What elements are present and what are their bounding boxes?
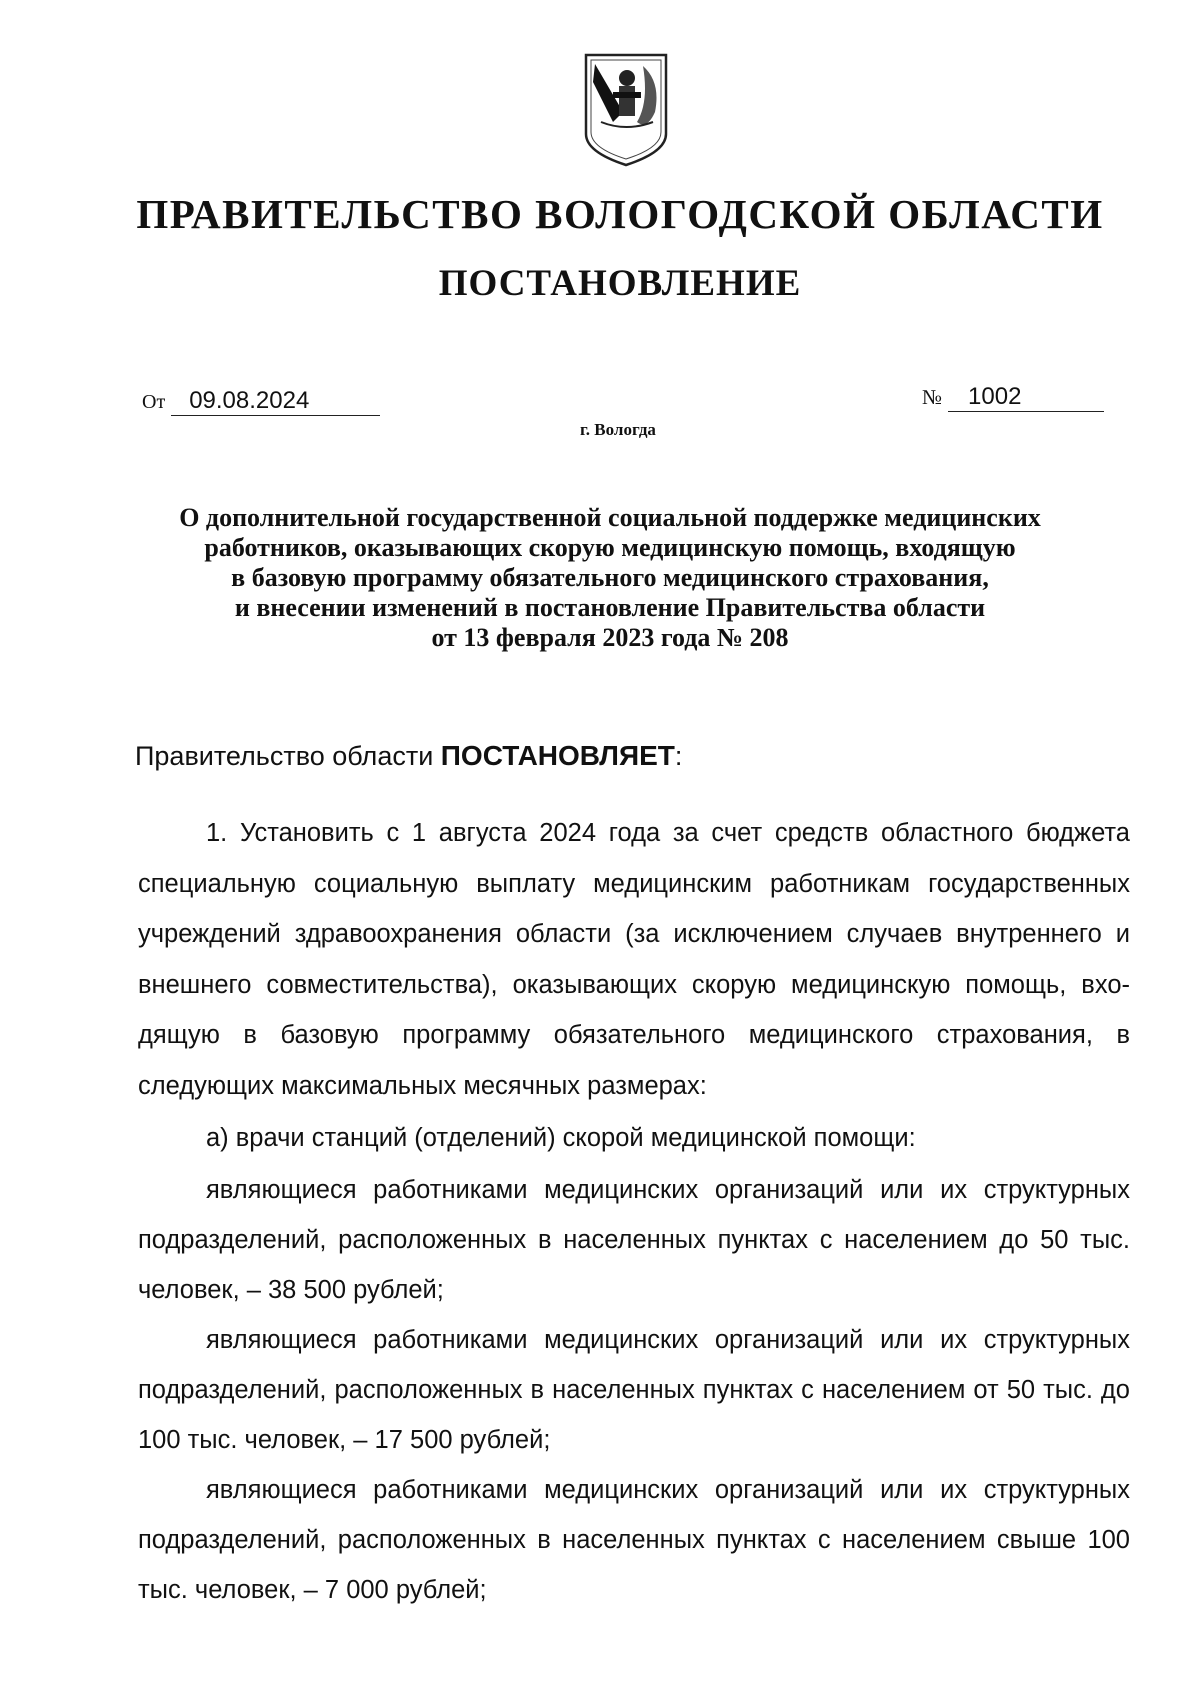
paragraph-1: 1. Установить с 1 августа 2024 года за счет средств областного бюджета специальную социальную выплату медицинским работникам государственных учреждений здравоохранения области (за исключением случаев внутреннего и внешнего совместительства), оказывающих скорую медицинскую помощь, вхо-дящую в базовую программу обязательного медицинского страхования, в следующих максимальных месячных размерах: [138,819,1130,1100]
date-field [142,387,380,416]
government-title: ПРАВИТЕЛЬСТВО ВОЛОГОДСКОЙ ОБЛАСТИ [136,191,1104,237]
intro-text: Правительство области [135,741,434,771]
paragraph-a-item-1: являющиеся работниками медицинских организаций или их структурных подразделений, расположенных в населенных пунктах с населением до 50 тыс. человек, – 38 500 рублей; [138,1176,1130,1304]
paragraph-a-item-2: являющиеся работниками медицинских организаций или их структурных подразделений, расположенных в населенных пунктах с населением от 50 тыс. до 100 тыс. человек, – 17 500 рублей; [138,1326,1130,1454]
document-type-heading: ПОСТАНОВЛЕНИЕ [438,263,802,304]
document-body [138,808,1130,1615]
number-prefix: № [922,385,943,409]
city-label: г. Вологда [580,420,656,439]
date-prefix: От [142,391,166,413]
paragraph-a: а) врачи станций (отделений) скорой медицинской помощи: [206,1124,916,1152]
paragraph-a-item-3: являющиеся работниками медицинских организаций или их структурных подразделений, расположенных в населенных пунктах с населением свыше 100 тыс. человек, – 7 000 рублей; [138,1476,1130,1604]
resolution-intro [135,740,682,772]
subject-line: О дополнительной государственной социальной поддержке медицинских [179,503,1041,532]
document-subject [130,503,1090,653]
subject-line: работников, оказывающих скорую медицинскую помощь, входящую [204,533,1016,562]
intro-keyword: ПОСТАНОВЛЯЕТ [440,740,675,771]
subject-line: от 13 февраля 2023 года № 208 [431,623,789,652]
subject-line: в базовую программу обязательного медицинского страхования, [231,563,989,592]
number-field [922,383,1104,412]
number-value: 1002 [948,383,1104,412]
subject-line: и внесении изменений в постановление Правительства области [234,593,986,622]
intro-colon: : [674,741,683,771]
date-value: 09.08.2024 [171,387,380,416]
coat-of-arms-emblem [583,52,669,168]
